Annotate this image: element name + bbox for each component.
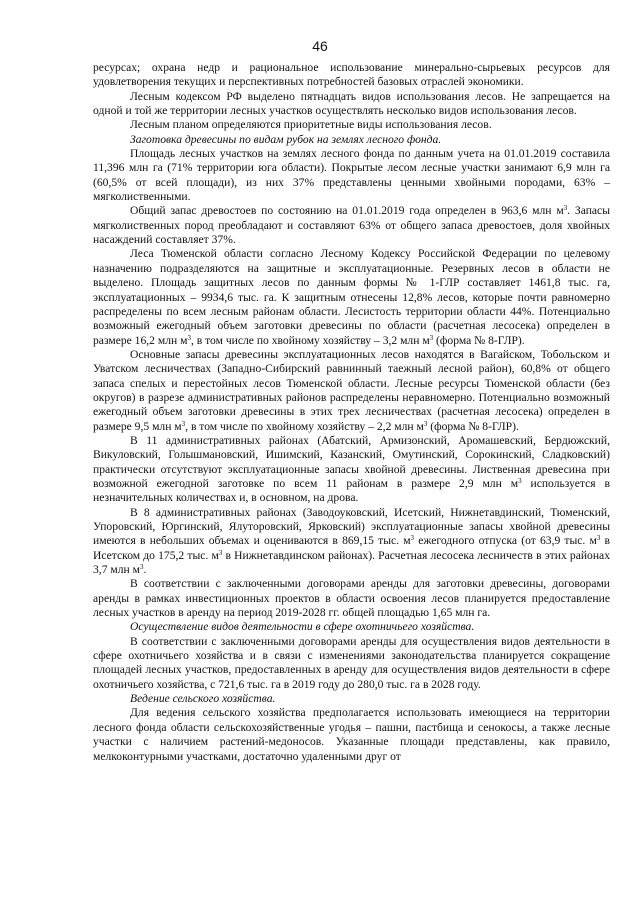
superscript-cubic: 3 bbox=[423, 419, 428, 428]
section-heading: Осуществление видов деятельности в сфере охотничьего хозяйства. bbox=[130, 620, 475, 634]
paragraph: Площадь лесных участков на землях лесного фонда по данным учета на 01.01.2019 составила 11,396 млн га (71% территории юга области). Покрытые лесом лесные участки занимают 6,9 млн га (60,5% от всей площади), из них 37% представлены ценными хвойными породами, 63% – мягколиственными. bbox=[93, 147, 610, 204]
paragraph: Для ведения сельского хозяйства предполагается использовать имеющиеся на территории лесного фонда области сельскохозяйственные угодья – пашни, пастбища и сенокосы, а также лесные участки с наличием растений-медоносов. Указанные площади представлены, как правило, мелкоконтурными участками, достаточно удаленными друг от bbox=[93, 706, 610, 763]
paragraph: В 11 административных районах (Абатский, Армизонский, Аромашевский, Бердюжский, Викуловский, Голышмановский, Ишимский, Казанский, Омутинский, Сорокинский, Сладковский) практически отсутствуют эксплуатационные запасы хвойной древесины. Лиственная древесина при возможной ежегодной заготовке по всем 11 районам в размере 2,9 млн $м^3$ используется в незначительных количествах и, в основном, на дрова. bbox=[93, 433, 610, 505]
superscript-cubic: 3 bbox=[218, 548, 223, 557]
superscript-cubic: 3 bbox=[429, 333, 434, 342]
superscript-cubic: 3 bbox=[518, 476, 522, 485]
superscript-cubic: 3 bbox=[410, 534, 415, 543]
superscript-cubic: 3 bbox=[187, 333, 191, 342]
paragraph: В 8 административных районах (Заводоуковский, Исетский, Нижнетавдинский, Тюменский, Упоровский, Юргинский, Ялуторовский, Ярковский) эксплуатационные запасы хвойной древесины имеются в небольших объемах и оцениваются в 869,15 тыс. $м^3$ ежегодного отпуска (от 63,9 тыс. $м^3$ в Исетском до 175,2 тыс. $м^3$ в Нижнетавдинском районах). Расчетная лесосека лесничеств в этих районах 3,7 млн $м^3$. bbox=[93, 505, 610, 577]
paragraph: Лесным кодексом РФ выделено пятнадцать видов использования лесов. Не запрещается на одной и той же территории лесных участков осуществлять несколько видов использования лесов. bbox=[93, 89, 610, 118]
paragraph: В соответствии с заключенными договорами аренды для заготовки древесины, договорами аренды в рамках инвестиционных проектов в области освоения лесов планируется предоставление лесных участков в аренду на период 2019-2028 гг. общей площадью 1,65 млн га. bbox=[93, 577, 610, 620]
paragraph: Основные запасы древесины эксплуатационных лесов находятся в Вагайском, Тобольском и Уватском лесничествах (Западно-Сибирский равнинный таежный лесной район), 60,8% от общего запаса спелых и перестойных лесов Тюменской области. Лесные ресурсы Тюменской области (без округов) в разрезе административных районов распределены неравномерно. Потенциально возможный ежегодный объем заготовки древесины в этих трех лесничествах (расчетная лесосека) определен в размере 9,5 млн $м^3$, в том числе по хвойному хозяйству – 2,2 млн $м^3$ (форма № 8-ГЛР). bbox=[93, 347, 610, 433]
superscript-cubic: 3 bbox=[563, 204, 568, 213]
paragraph: Общий запас древостоев по состоянию на 01.01.2019 года определен в 963,6 млн $м^3$. Запасы мягколиственных пород преобладают и составляют 63% от общего запаса древостоев, доля хвойных насаждений составляет 37%. bbox=[93, 204, 610, 247]
paragraph: Леса Тюменской области согласно Лесному Кодексу Российской Федерации по целевому назначению подразделяются на защитные и эксплуатационные. Резервных лесов в области не выделено. Площадь защитных лесов по данным формы № 1-ГЛР составляет 1461,8 тыс. га, эксплуатационных – 9934,6 тыс. га. К защитным отнесены 12,8% лесов, которые почти равномерно распределены по всем лесным районам области. Лесистость территории области 44%. Потенциально возможный ежегодный объем заготовки древесины по области (расчетная лесосека) определен в размере 16,2 млн $м^3$, в том числе по хвойному хозяйству – 3,2 млн $м^3$ (форма № 8-ГЛР). bbox=[93, 247, 610, 347]
superscript-cubic: 3 bbox=[181, 419, 186, 428]
superscript-cubic: 3 bbox=[139, 563, 144, 572]
section-heading: Ведение сельского хозяйства. bbox=[130, 692, 276, 706]
page-number: 46 bbox=[312, 38, 328, 54]
document-body bbox=[93, 61, 610, 764]
section-heading: Заготовка древесины по видам рубок на землях лесного фонда. bbox=[130, 132, 442, 146]
paragraph: Лесным планом определяются приоритетные виды использования лесов. bbox=[130, 118, 492, 132]
paragraph: В соответствии с заключенными договорами аренды для осуществления видов деятельности в сфере охотничьего хозяйства и в связи с изменениями законодательства планируется сокращение площадей лесных участков, предоставленных в аренду для осуществления видов деятельности в сфере охотничьего хозяйства, с 721,6 тыс. га в 2019 году до 280,0 тыс. га в 2028 году. bbox=[93, 634, 610, 691]
paragraph: ресурсах; охрана недр и рациональное использование минерально-сырьевых ресурсов для удовлетворения текущих и перспективных потребностей базовых отраслей экономики. bbox=[93, 61, 610, 89]
superscript-cubic: 3 bbox=[596, 534, 601, 543]
